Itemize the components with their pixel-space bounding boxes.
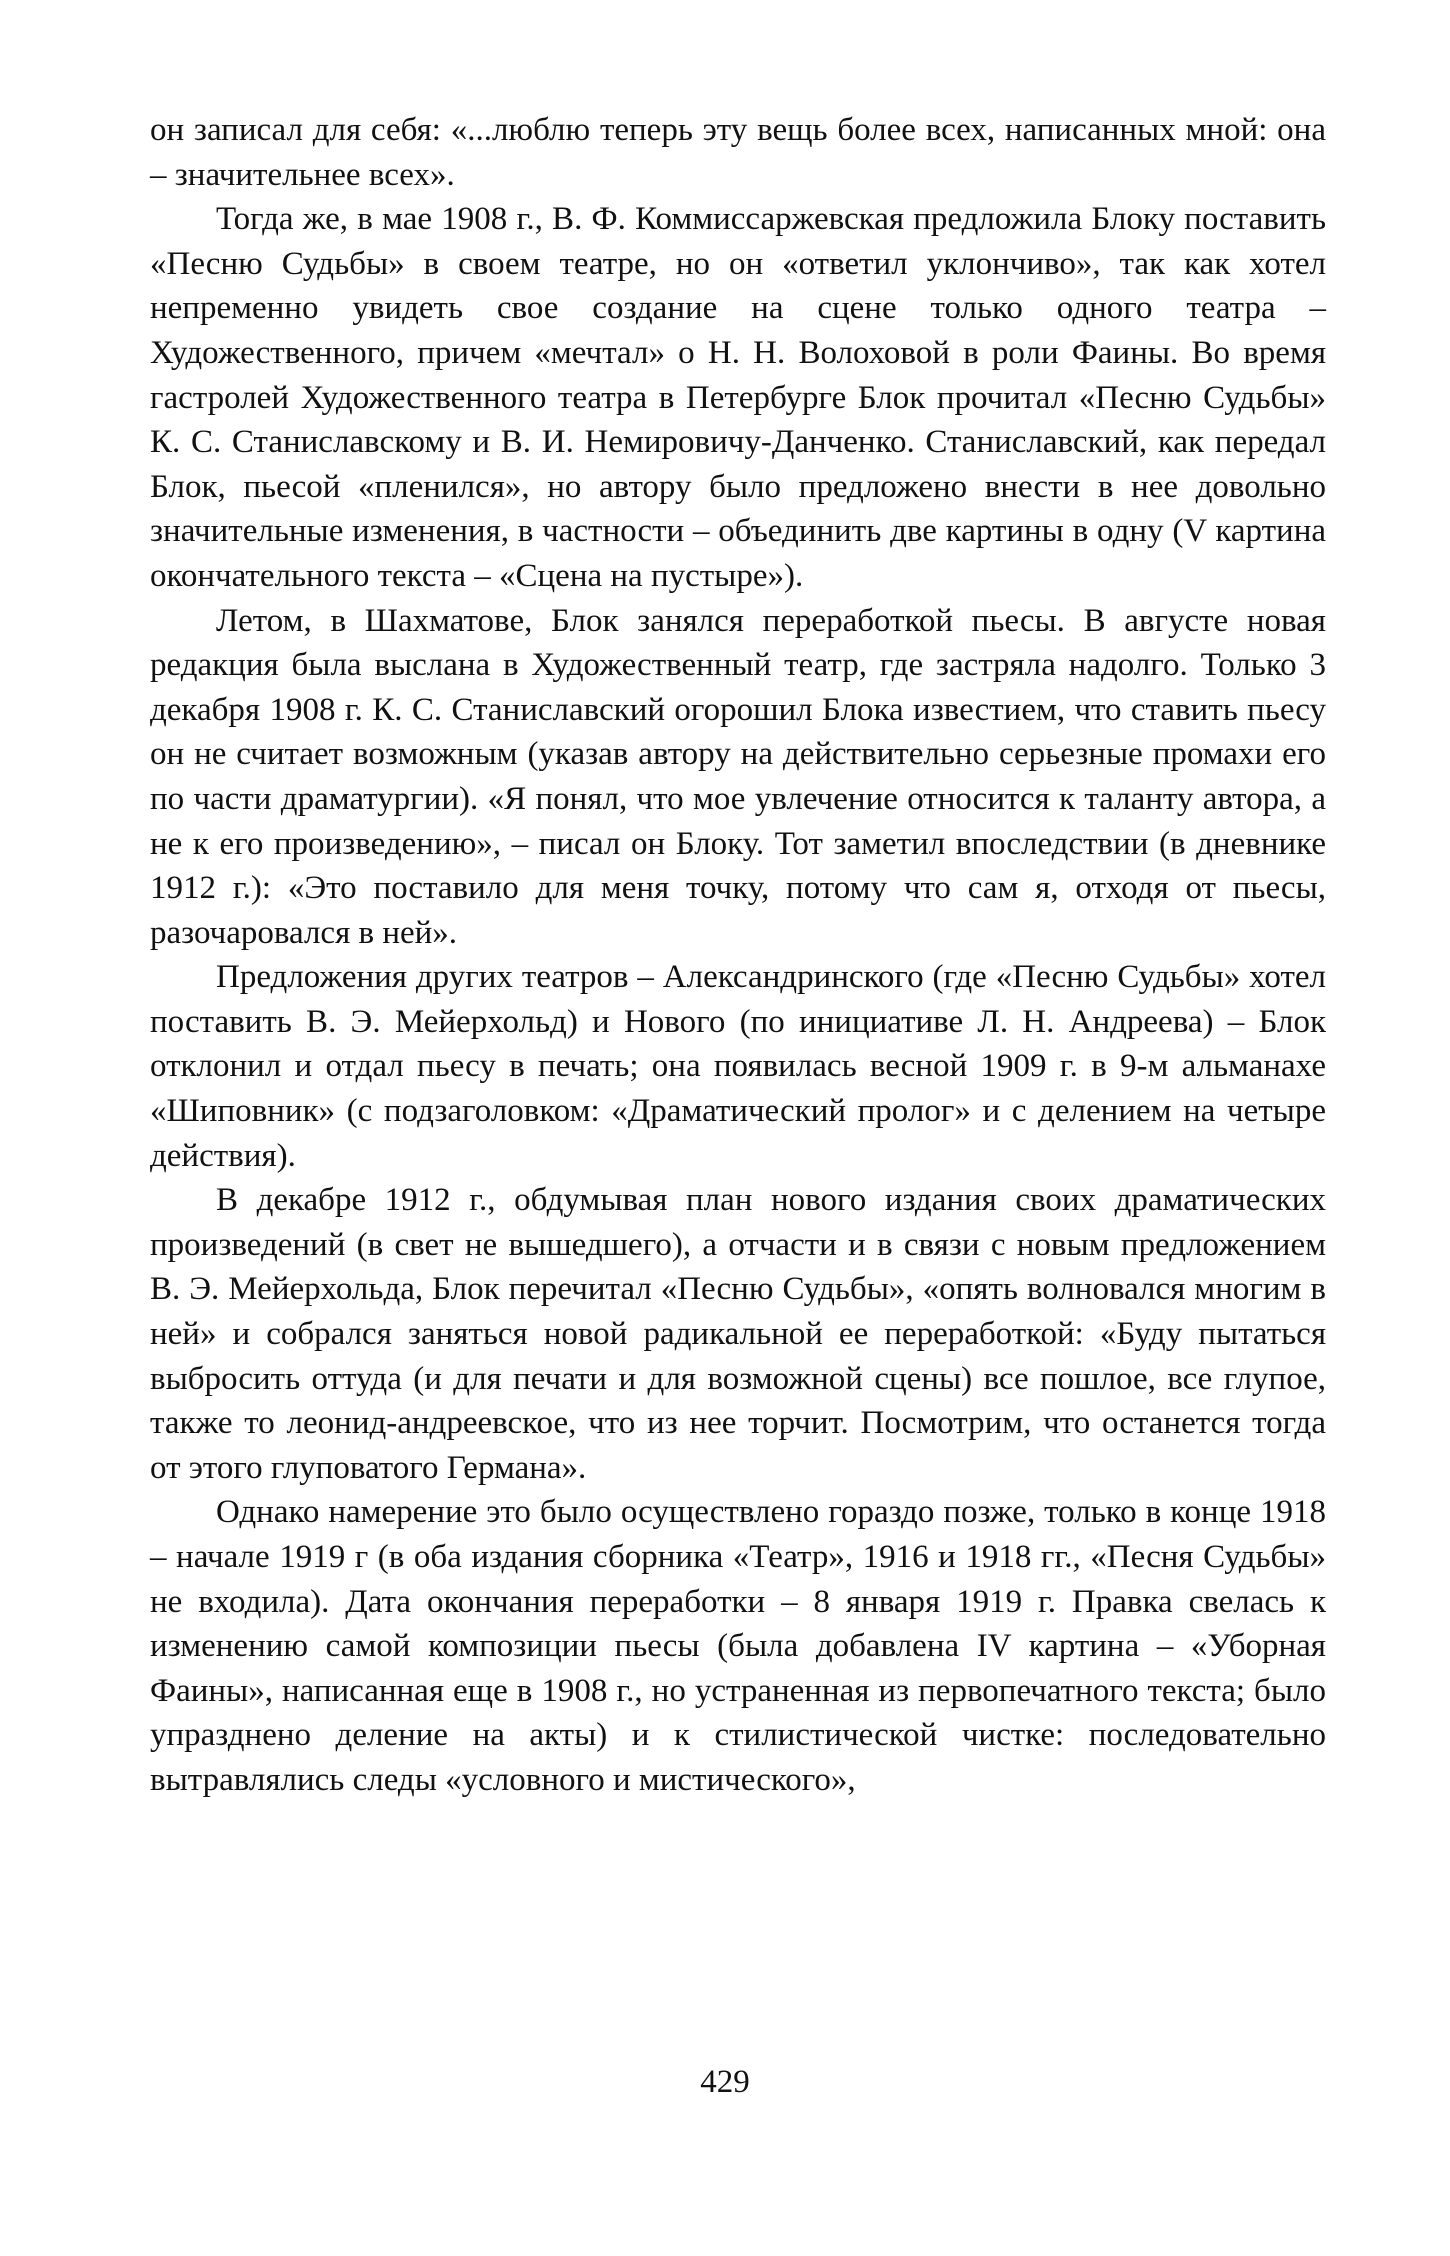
paragraph: Тогда же, в мае 1908 г., В. Ф. Коммиссаржевская предложила Блоку поставить «Песню Судьбы» в своем театре, но он «ответил уклончиво», так как хотел непременно увидеть свое создание на сцене только одного театра – Художественного, причем «мечтал» о Н. Н. Волоховой в роли Фаины. Во время гастролей Художественного театра в Петербурге Блок прочитал «Песню Судьбы» К. С. Станиславскому и В. И. Немировичу-Данченко. Станиславский, как передал Блок, пьесой «пленился», но автору было предложено внести в нее довольно значительные изменения, в частности – объединить две картины в одну (V картина окончательного текста – «Сцена на пустыре»).: [150, 201, 1326, 594]
paragraph: Однако намерение это было осуществлено гораздо позже, только в конце 1918 – начале 1919 г (в оба издания сборника «Театр», 1916 и 1918 гг., «Песня Судьбы» не входила). Дата окончания переработки – 8 января 1919 г. Правка свелась к изменению самой композиции пьесы (была добавлена IV картина – «Уборная Фаины», написанная еще в 1908 г., но устраненная из первопечатного текста; было упразднено деление на акты) и к стилистической чистке: последовательно вытравлялись следы «условного и мистического»,: [150, 1494, 1326, 1798]
page-body: [150, 108, 1326, 1803]
paragraph: В декабре 1912 г., обдумывая план нового издания своих драматических произведений (в свет не вышедшего), а отчасти и в связи с новым предложением В. Э. Мейерхольда, Блок перечитал «Песню Судьбы», «опять волновался многим в ней» и собрался заняться новой радикальной ее переработкой: «Буду пытаться выбросить оттуда (и для печати и для возможной сцены) все пошлое, все глупое, также то леонид-андреевское, что из нее торчит. Посмотрим, что останется тогда от этого глуповатого Германа».: [150, 1182, 1326, 1486]
page-number: 429: [700, 2064, 750, 2100]
paragraph: Летом, в Шахматове, Блок занялся переработкой пьесы. В августе новая редакция была выслана в Художественный театр, где застряла надолго. Только 3 декабря 1908 г. К. С. Станиславский огорошил Блока известием, что ставить пьесу он не считает возможным (указав автору на действительно серьезные промахи его по части драматургии). «Я понял, что мое увлечение относится к таланту автора, а не к его произведению», – писал он Блоку. Тот заметил впоследствии (в дневнике 1912 г.): «Это поставило для меня точку, потому что сам я, отходя от пьесы, разочаровался в ней».: [150, 602, 1326, 951]
paragraph-continuation: он записал для себя: «...люблю теперь эту вещь более всех, написанных мной: она – значительнее всех».: [150, 112, 1326, 193]
paragraph: Предложения других театров – Александринского (где «Песню Судьбы» хотел поставить В. Э. Мейерхольд) и Нового (по инициативе Л. Н. Андреева) – Блок отклонил и отдал пьесу в печать; она появилась весной 1909 г. в 9-м альманахе «Шиповник» (с подзаголовком: «Драматический пролог» и с делением на четыре действия).: [150, 959, 1326, 1174]
